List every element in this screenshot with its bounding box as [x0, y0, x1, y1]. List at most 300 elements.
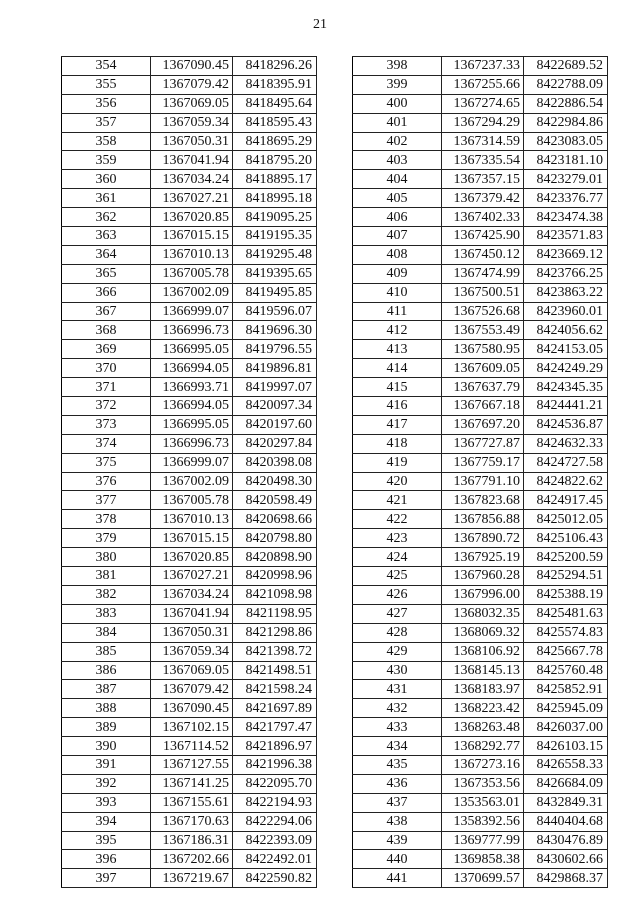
table-row — [62, 718, 317, 737]
y-coordinate-cell: 8423766.25 — [524, 264, 608, 283]
table-row — [62, 340, 317, 359]
y-coordinate-cell: 8423083.05 — [524, 132, 608, 151]
x-coordinate-cell: 1368292.77 — [442, 737, 524, 756]
point-number-cell: 441 — [353, 869, 442, 888]
point-number-cell: 403 — [353, 151, 442, 170]
x-coordinate-cell: 1366996.73 — [151, 321, 233, 340]
x-coordinate-cell: 1366995.05 — [151, 415, 233, 434]
table-row — [353, 755, 608, 774]
x-coordinate-cell: 1367925.19 — [442, 548, 524, 567]
table-row — [62, 434, 317, 453]
point-number-cell: 390 — [62, 737, 151, 756]
x-coordinate-cell: 1367379.42 — [442, 189, 524, 208]
table-row — [353, 321, 608, 340]
point-number-cell: 368 — [62, 321, 151, 340]
table-row — [62, 170, 317, 189]
table-row — [62, 869, 317, 888]
x-coordinate-cell: 1367353.56 — [442, 774, 524, 793]
table-row — [62, 321, 317, 340]
point-number-cell: 402 — [353, 132, 442, 151]
point-number-cell: 422 — [353, 510, 442, 529]
y-coordinate-cell: 8432849.31 — [524, 793, 608, 812]
point-number-cell: 431 — [353, 680, 442, 699]
point-number-cell: 372 — [62, 397, 151, 416]
point-number-cell: 405 — [353, 189, 442, 208]
y-coordinate-cell: 8419395.65 — [233, 264, 317, 283]
x-coordinate-cell: 1367450.12 — [442, 245, 524, 264]
table-row — [353, 680, 608, 699]
y-coordinate-cell: 8421298.86 — [233, 623, 317, 642]
x-coordinate-cell: 1367059.34 — [151, 642, 233, 661]
point-number-cell: 360 — [62, 170, 151, 189]
x-coordinate-cell: 1367034.24 — [151, 585, 233, 604]
y-coordinate-cell: 8419997.07 — [233, 378, 317, 397]
x-coordinate-cell: 1367020.85 — [151, 548, 233, 567]
table-row — [353, 567, 608, 586]
table-row — [353, 264, 608, 283]
y-coordinate-cell: 8421896.97 — [233, 737, 317, 756]
x-coordinate-cell: 1367727.87 — [442, 434, 524, 453]
point-number-cell: 436 — [353, 774, 442, 793]
table-row — [353, 737, 608, 756]
x-coordinate-cell: 1367102.15 — [151, 718, 233, 737]
y-coordinate-cell: 8419696.30 — [233, 321, 317, 340]
point-number-cell: 362 — [62, 208, 151, 227]
x-coordinate-cell: 1368183.97 — [442, 680, 524, 699]
point-number-cell: 434 — [353, 737, 442, 756]
y-coordinate-cell: 8418595.43 — [233, 113, 317, 132]
x-coordinate-cell: 1367637.79 — [442, 378, 524, 397]
x-coordinate-cell: 1367050.31 — [151, 132, 233, 151]
table-row — [353, 585, 608, 604]
x-coordinate-cell: 1367002.09 — [151, 283, 233, 302]
point-number-cell: 412 — [353, 321, 442, 340]
point-number-cell: 428 — [353, 623, 442, 642]
table-row — [62, 831, 317, 850]
x-coordinate-cell: 1367890.72 — [442, 529, 524, 548]
table-row — [62, 227, 317, 246]
y-coordinate-cell: 8423376.77 — [524, 189, 608, 208]
x-coordinate-cell: 1369777.99 — [442, 831, 524, 850]
table-row — [353, 472, 608, 491]
y-coordinate-cell: 8420097.34 — [233, 397, 317, 416]
point-number-cell: 438 — [353, 812, 442, 831]
y-coordinate-cell: 8419495.85 — [233, 283, 317, 302]
y-coordinate-cell: 8423474.38 — [524, 208, 608, 227]
table-row — [353, 718, 608, 737]
y-coordinate-cell: 8425200.59 — [524, 548, 608, 567]
x-coordinate-cell: 1366995.05 — [151, 340, 233, 359]
point-number-cell: 413 — [353, 340, 442, 359]
x-coordinate-cell: 1366994.05 — [151, 397, 233, 416]
table-row — [62, 57, 317, 76]
point-number-cell: 423 — [353, 529, 442, 548]
table-row — [62, 680, 317, 699]
x-coordinate-cell: 1367856.88 — [442, 510, 524, 529]
table-row — [62, 774, 317, 793]
point-number-cell: 370 — [62, 359, 151, 378]
point-number-cell: 395 — [62, 831, 151, 850]
x-coordinate-cell: 1367050.31 — [151, 623, 233, 642]
table-row — [62, 264, 317, 283]
x-coordinate-cell: 1366993.71 — [151, 378, 233, 397]
x-coordinate-cell: 1367186.31 — [151, 831, 233, 850]
y-coordinate-cell: 8418395.91 — [233, 75, 317, 94]
x-coordinate-cell: 1367170.63 — [151, 812, 233, 831]
y-coordinate-cell: 8425481.63 — [524, 604, 608, 623]
point-number-cell: 365 — [62, 264, 151, 283]
x-coordinate-cell: 1367005.78 — [151, 264, 233, 283]
x-coordinate-cell: 1367015.15 — [151, 227, 233, 246]
point-number-cell: 392 — [62, 774, 151, 793]
x-coordinate-cell: 1367314.59 — [442, 132, 524, 151]
point-number-cell: 385 — [62, 642, 151, 661]
x-coordinate-cell: 1367114.52 — [151, 737, 233, 756]
y-coordinate-cell: 8424345.35 — [524, 378, 608, 397]
x-coordinate-cell: 1358392.56 — [442, 812, 524, 831]
y-coordinate-cell: 8420798.80 — [233, 529, 317, 548]
y-coordinate-cell: 8425852.91 — [524, 680, 608, 699]
y-coordinate-cell: 8422886.54 — [524, 94, 608, 113]
table-row — [353, 774, 608, 793]
table-row — [62, 189, 317, 208]
point-number-cell: 378 — [62, 510, 151, 529]
y-coordinate-cell: 8421797.47 — [233, 718, 317, 737]
y-coordinate-cell: 8419896.81 — [233, 359, 317, 378]
table-row — [353, 340, 608, 359]
y-coordinate-cell: 8423181.10 — [524, 151, 608, 170]
point-number-cell: 408 — [353, 245, 442, 264]
table-row — [62, 94, 317, 113]
y-coordinate-cell: 8422984.86 — [524, 113, 608, 132]
y-coordinate-cell: 8425294.51 — [524, 567, 608, 586]
point-number-cell: 391 — [62, 755, 151, 774]
y-coordinate-cell: 8424441.21 — [524, 397, 608, 416]
x-coordinate-cell: 1367155.61 — [151, 793, 233, 812]
table-row — [62, 208, 317, 227]
point-number-cell: 377 — [62, 491, 151, 510]
point-number-cell: 404 — [353, 170, 442, 189]
point-number-cell: 425 — [353, 567, 442, 586]
point-number-cell: 432 — [353, 699, 442, 718]
point-number-cell: 410 — [353, 283, 442, 302]
table-row — [62, 737, 317, 756]
y-coordinate-cell: 8420398.08 — [233, 453, 317, 472]
x-coordinate-cell: 1367010.13 — [151, 510, 233, 529]
y-coordinate-cell: 8425574.83 — [524, 623, 608, 642]
coordinates-table-right — [352, 56, 608, 888]
y-coordinate-cell: 8423863.22 — [524, 283, 608, 302]
table-row — [353, 434, 608, 453]
y-coordinate-cell: 8421198.95 — [233, 604, 317, 623]
table-row — [353, 415, 608, 434]
point-number-cell: 416 — [353, 397, 442, 416]
table-row — [353, 94, 608, 113]
point-number-cell: 418 — [353, 434, 442, 453]
x-coordinate-cell: 1367202.66 — [151, 850, 233, 869]
point-number-cell: 376 — [62, 472, 151, 491]
table-row — [353, 302, 608, 321]
y-coordinate-cell: 8426558.33 — [524, 755, 608, 774]
y-coordinate-cell: 8418296.26 — [233, 57, 317, 76]
point-number-cell: 371 — [62, 378, 151, 397]
y-coordinate-cell: 8420197.60 — [233, 415, 317, 434]
table-row — [62, 453, 317, 472]
y-coordinate-cell: 8424153.05 — [524, 340, 608, 359]
point-number-cell: 411 — [353, 302, 442, 321]
table-row — [353, 208, 608, 227]
y-coordinate-cell: 8429868.37 — [524, 869, 608, 888]
x-coordinate-cell: 1368263.48 — [442, 718, 524, 737]
x-coordinate-cell: 1367697.20 — [442, 415, 524, 434]
point-number-cell: 401 — [353, 113, 442, 132]
x-coordinate-cell: 1368032.35 — [442, 604, 524, 623]
table-row — [62, 699, 317, 718]
y-coordinate-cell: 8425667.78 — [524, 642, 608, 661]
y-coordinate-cell: 8421996.38 — [233, 755, 317, 774]
y-coordinate-cell: 8421398.72 — [233, 642, 317, 661]
table-row — [353, 132, 608, 151]
point-number-cell: 389 — [62, 718, 151, 737]
table-row — [353, 113, 608, 132]
y-coordinate-cell: 8421598.24 — [233, 680, 317, 699]
y-coordinate-cell: 8418895.17 — [233, 170, 317, 189]
table-row — [353, 831, 608, 850]
x-coordinate-cell: 1367027.21 — [151, 189, 233, 208]
x-coordinate-cell: 1367996.00 — [442, 585, 524, 604]
y-coordinate-cell: 8420998.96 — [233, 567, 317, 586]
y-coordinate-cell: 8424727.58 — [524, 453, 608, 472]
y-coordinate-cell: 8424249.29 — [524, 359, 608, 378]
x-coordinate-cell: 1368069.32 — [442, 623, 524, 642]
x-coordinate-cell: 1367090.45 — [151, 699, 233, 718]
table-row — [62, 472, 317, 491]
table-row — [62, 491, 317, 510]
x-coordinate-cell: 1367791.10 — [442, 472, 524, 491]
table-row — [353, 812, 608, 831]
point-number-cell: 406 — [353, 208, 442, 227]
table-row — [353, 623, 608, 642]
table-row — [62, 642, 317, 661]
x-coordinate-cell: 1367500.51 — [442, 283, 524, 302]
table-row — [62, 623, 317, 642]
table-row — [353, 850, 608, 869]
y-coordinate-cell: 8422590.82 — [233, 869, 317, 888]
x-coordinate-cell: 1367255.66 — [442, 75, 524, 94]
x-coordinate-cell: 1367020.85 — [151, 208, 233, 227]
table-row — [353, 642, 608, 661]
x-coordinate-cell: 1366999.07 — [151, 302, 233, 321]
x-coordinate-cell: 1367237.33 — [442, 57, 524, 76]
y-coordinate-cell: 8424917.45 — [524, 491, 608, 510]
table-row — [353, 57, 608, 76]
point-number-cell: 384 — [62, 623, 151, 642]
x-coordinate-cell: 1368145.13 — [442, 661, 524, 680]
x-coordinate-cell: 1367059.34 — [151, 113, 233, 132]
y-coordinate-cell: 8425388.19 — [524, 585, 608, 604]
table-row — [62, 812, 317, 831]
point-number-cell: 381 — [62, 567, 151, 586]
x-coordinate-cell: 1367002.09 — [151, 472, 233, 491]
table-row — [62, 850, 317, 869]
point-number-cell: 375 — [62, 453, 151, 472]
point-number-cell: 386 — [62, 661, 151, 680]
x-coordinate-cell: 1367127.55 — [151, 755, 233, 774]
table-row — [62, 132, 317, 151]
y-coordinate-cell: 8418495.64 — [233, 94, 317, 113]
y-coordinate-cell: 8425760.48 — [524, 661, 608, 680]
table-row — [62, 604, 317, 623]
x-coordinate-cell: 1367294.29 — [442, 113, 524, 132]
table-row — [62, 113, 317, 132]
point-number-cell: 440 — [353, 850, 442, 869]
table-row — [353, 397, 608, 416]
point-number-cell: 421 — [353, 491, 442, 510]
table-row — [353, 793, 608, 812]
y-coordinate-cell: 8423960.01 — [524, 302, 608, 321]
y-coordinate-cell: 8420297.84 — [233, 434, 317, 453]
table-row — [353, 869, 608, 888]
x-coordinate-cell: 1366996.73 — [151, 434, 233, 453]
x-coordinate-cell: 1367069.05 — [151, 94, 233, 113]
y-coordinate-cell: 8423669.12 — [524, 245, 608, 264]
y-coordinate-cell: 8424822.62 — [524, 472, 608, 491]
x-coordinate-cell: 1367041.94 — [151, 151, 233, 170]
x-coordinate-cell: 1367079.42 — [151, 680, 233, 699]
table-row — [353, 245, 608, 264]
point-number-cell: 379 — [62, 529, 151, 548]
y-coordinate-cell: 8426103.15 — [524, 737, 608, 756]
table-row — [62, 302, 317, 321]
y-coordinate-cell: 8425106.43 — [524, 529, 608, 548]
y-coordinate-cell: 8420498.30 — [233, 472, 317, 491]
x-coordinate-cell: 1368223.42 — [442, 699, 524, 718]
table-row — [353, 453, 608, 472]
point-number-cell: 382 — [62, 585, 151, 604]
y-coordinate-cell: 8424536.87 — [524, 415, 608, 434]
table-row — [353, 151, 608, 170]
y-coordinate-cell: 8418795.20 — [233, 151, 317, 170]
x-coordinate-cell: 1367609.05 — [442, 359, 524, 378]
x-coordinate-cell: 1367027.21 — [151, 567, 233, 586]
point-number-cell: 398 — [353, 57, 442, 76]
x-coordinate-cell: 1369858.38 — [442, 850, 524, 869]
x-coordinate-cell: 1366999.07 — [151, 453, 233, 472]
y-coordinate-cell: 8425945.09 — [524, 699, 608, 718]
point-number-cell: 387 — [62, 680, 151, 699]
table-row — [62, 151, 317, 170]
x-coordinate-cell: 1367273.16 — [442, 755, 524, 774]
point-number-cell: 415 — [353, 378, 442, 397]
point-number-cell: 439 — [353, 831, 442, 850]
point-number-cell: 358 — [62, 132, 151, 151]
point-number-cell: 429 — [353, 642, 442, 661]
y-coordinate-cell: 8440404.68 — [524, 812, 608, 831]
table-row — [353, 189, 608, 208]
point-number-cell: 356 — [62, 94, 151, 113]
point-number-cell: 424 — [353, 548, 442, 567]
y-coordinate-cell: 8421498.51 — [233, 661, 317, 680]
point-number-cell: 361 — [62, 189, 151, 208]
point-number-cell: 407 — [353, 227, 442, 246]
x-coordinate-cell: 1367010.13 — [151, 245, 233, 264]
coordinates-table-right-body — [353, 57, 608, 888]
y-coordinate-cell: 8418995.18 — [233, 189, 317, 208]
y-coordinate-cell: 8423279.01 — [524, 170, 608, 189]
y-coordinate-cell: 8422294.06 — [233, 812, 317, 831]
table-row — [353, 75, 608, 94]
x-coordinate-cell: 1367526.68 — [442, 302, 524, 321]
point-number-cell: 430 — [353, 661, 442, 680]
y-coordinate-cell: 8422492.01 — [233, 850, 317, 869]
x-coordinate-cell: 1367667.18 — [442, 397, 524, 416]
point-number-cell: 383 — [62, 604, 151, 623]
y-coordinate-cell: 8426684.09 — [524, 774, 608, 793]
x-coordinate-cell: 1353563.01 — [442, 793, 524, 812]
point-number-cell: 420 — [353, 472, 442, 491]
point-number-cell: 400 — [353, 94, 442, 113]
x-coordinate-cell: 1367034.24 — [151, 170, 233, 189]
y-coordinate-cell: 8421098.98 — [233, 585, 317, 604]
x-coordinate-cell: 1367553.49 — [442, 321, 524, 340]
y-coordinate-cell: 8419195.35 — [233, 227, 317, 246]
y-coordinate-cell: 8422393.09 — [233, 831, 317, 850]
point-number-cell: 354 — [62, 57, 151, 76]
point-number-cell: 367 — [62, 302, 151, 321]
table-row — [62, 793, 317, 812]
point-number-cell: 380 — [62, 548, 151, 567]
table-row — [353, 170, 608, 189]
y-coordinate-cell: 8430476.89 — [524, 831, 608, 850]
table-row — [353, 227, 608, 246]
point-number-cell: 363 — [62, 227, 151, 246]
point-number-cell: 355 — [62, 75, 151, 94]
table-row — [353, 283, 608, 302]
table-row — [62, 75, 317, 94]
table-row — [62, 397, 317, 416]
y-coordinate-cell: 8430602.66 — [524, 850, 608, 869]
y-coordinate-cell: 8426037.00 — [524, 718, 608, 737]
y-coordinate-cell: 8418695.29 — [233, 132, 317, 151]
point-number-cell: 437 — [353, 793, 442, 812]
y-coordinate-cell: 8422788.09 — [524, 75, 608, 94]
point-number-cell: 366 — [62, 283, 151, 302]
table-row — [62, 661, 317, 680]
y-coordinate-cell: 8422689.52 — [524, 57, 608, 76]
point-number-cell: 399 — [353, 75, 442, 94]
y-coordinate-cell: 8419295.48 — [233, 245, 317, 264]
y-coordinate-cell: 8420698.66 — [233, 510, 317, 529]
x-coordinate-cell: 1367759.17 — [442, 453, 524, 472]
x-coordinate-cell: 1367041.94 — [151, 604, 233, 623]
point-number-cell: 373 — [62, 415, 151, 434]
x-coordinate-cell: 1367335.54 — [442, 151, 524, 170]
point-number-cell: 397 — [62, 869, 151, 888]
x-coordinate-cell: 1367219.67 — [151, 869, 233, 888]
table-row — [353, 359, 608, 378]
x-coordinate-cell: 1367357.15 — [442, 170, 524, 189]
point-number-cell: 414 — [353, 359, 442, 378]
y-coordinate-cell: 8420898.90 — [233, 548, 317, 567]
point-number-cell: 427 — [353, 604, 442, 623]
x-coordinate-cell: 1367960.28 — [442, 567, 524, 586]
table-row — [62, 283, 317, 302]
y-coordinate-cell: 8421697.89 — [233, 699, 317, 718]
table-row — [62, 415, 317, 434]
page-number: 21 — [313, 17, 327, 32]
x-coordinate-cell: 1367425.90 — [442, 227, 524, 246]
coordinates-table-left-body — [62, 57, 317, 888]
